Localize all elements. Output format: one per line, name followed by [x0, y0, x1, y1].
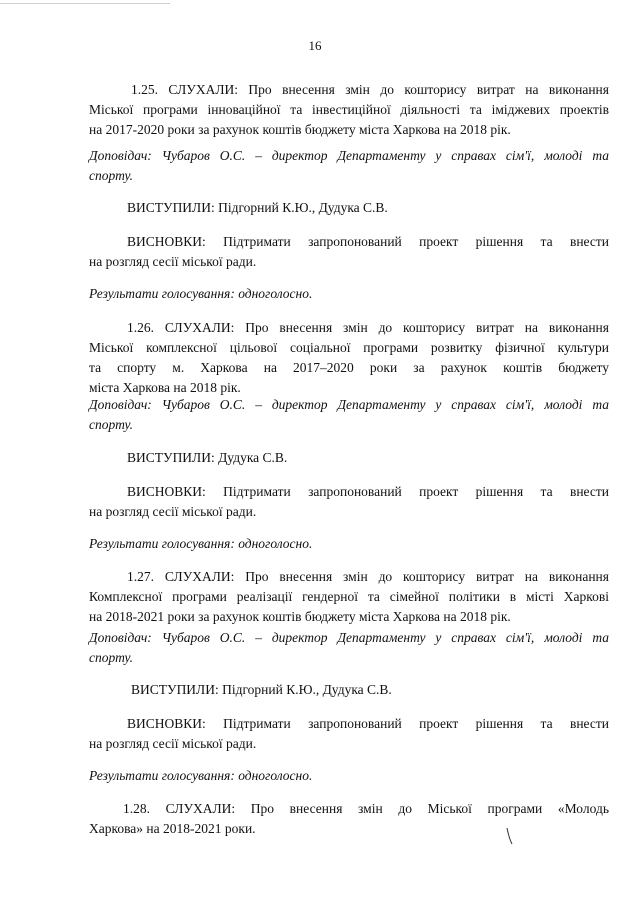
text-line: та спорту м. Харкова на 2017–2020 роки за рахунок коштів бюджету [89, 360, 609, 375]
speaker-paragraph-1-25 [89, 146, 609, 186]
vote-result-1-27: Результати голосування: одноголосно. [89, 768, 313, 783]
heard-paragraph-1-26 [89, 318, 609, 398]
conclusion-paragraph-1-26 [89, 482, 609, 522]
conclusion-paragraph-1-27 [89, 714, 609, 754]
text-line: ВИСНОВКИ: Підтримати запропонований проект рішення та внести [127, 716, 609, 731]
pen-mark-icon [505, 827, 515, 845]
text-line: Доповідач: Чубаров О.С. – директор Департаменту у справах сім'ї, молоді та [89, 630, 609, 645]
text-line: Комплексної програми реалізації гендерної та сімейної політики в місті Харкові [89, 589, 609, 604]
heard-paragraph-1-25 [89, 80, 609, 140]
text-line: Харкова» на 2018-2021 роки. [89, 821, 256, 836]
text-line: 1.27. СЛУХАЛИ: Про внесення змін до кошторису витрат на виконання [127, 569, 609, 584]
text-line: спорту. [89, 650, 133, 665]
text-line: 1.28. СЛУХАЛИ: Про внесення змін до Міської програми «Молодь [123, 801, 609, 816]
text-line: на 2017-2020 роки за рахунок коштів бюджету міста Харкова на 2018 рік. [89, 122, 511, 137]
speaker-paragraph-1-27 [89, 628, 609, 668]
vote-result-1-26: Результати голосування: одноголосно. [89, 536, 313, 551]
text-line: Доповідач: Чубаров О.С. – директор Департаменту у справах сім'ї, молоді та [89, 397, 609, 412]
speaker-paragraph-1-26 [89, 395, 609, 435]
spoke-line-1-25: ВИСТУПИЛИ: Підгорний К.Ю., Дудука С.В. [127, 200, 388, 215]
text-line: ВИСНОВКИ: Підтримати запропонований проект рішення та внести [127, 484, 609, 499]
text-line: на розгляд сесії міської ради. [89, 736, 257, 751]
text-line: Міської комплексної цільової соціальної програми розвитку фізичної культури [89, 340, 609, 355]
vote-result-1-25: Результати голосування: одноголосно. [89, 286, 313, 301]
text-line: 1.25. СЛУХАЛИ: Про внесення змін до кошторису витрат на виконання [131, 82, 609, 97]
heard-paragraph-1-28 [89, 799, 609, 839]
text-line: ВИСНОВКИ: Підтримати запропонований проект рішення та внести [127, 234, 609, 249]
page-number: 16 [308, 38, 322, 53]
scan-edge-line [0, 3, 170, 4]
text-line: на 2018-2021 роки за рахунок коштів бюджету міста Харкова на 2018 рік. [89, 609, 511, 624]
text-line: спорту. [89, 168, 133, 183]
text-line: міста Харкова на 2018 рік. [89, 380, 241, 395]
heard-paragraph-1-27 [89, 567, 609, 627]
text-line: 1.26. СЛУХАЛИ: Про внесення змін до кошторису витрат на виконання [127, 320, 609, 335]
conclusion-paragraph-1-25 [89, 232, 609, 272]
text-line: Міської програми інноваційної та інвестиційної діяльності та іміджевих проектів [89, 102, 609, 117]
text-line: спорту. [89, 417, 133, 432]
spoke-line-1-26: ВИСТУПИЛИ: Дудука С.В. [127, 450, 288, 465]
spoke-line-1-27: ВИСТУПИЛИ: Підгорний К.Ю., Дудука С.В. [131, 682, 392, 697]
text-line: на розгляд сесії міської ради. [89, 254, 257, 269]
text-line: на розгляд сесії міської ради. [89, 504, 257, 519]
text-line: Доповідач: Чубаров О.С. – директор Департаменту у справах сім'ї, молоді та [89, 148, 609, 163]
